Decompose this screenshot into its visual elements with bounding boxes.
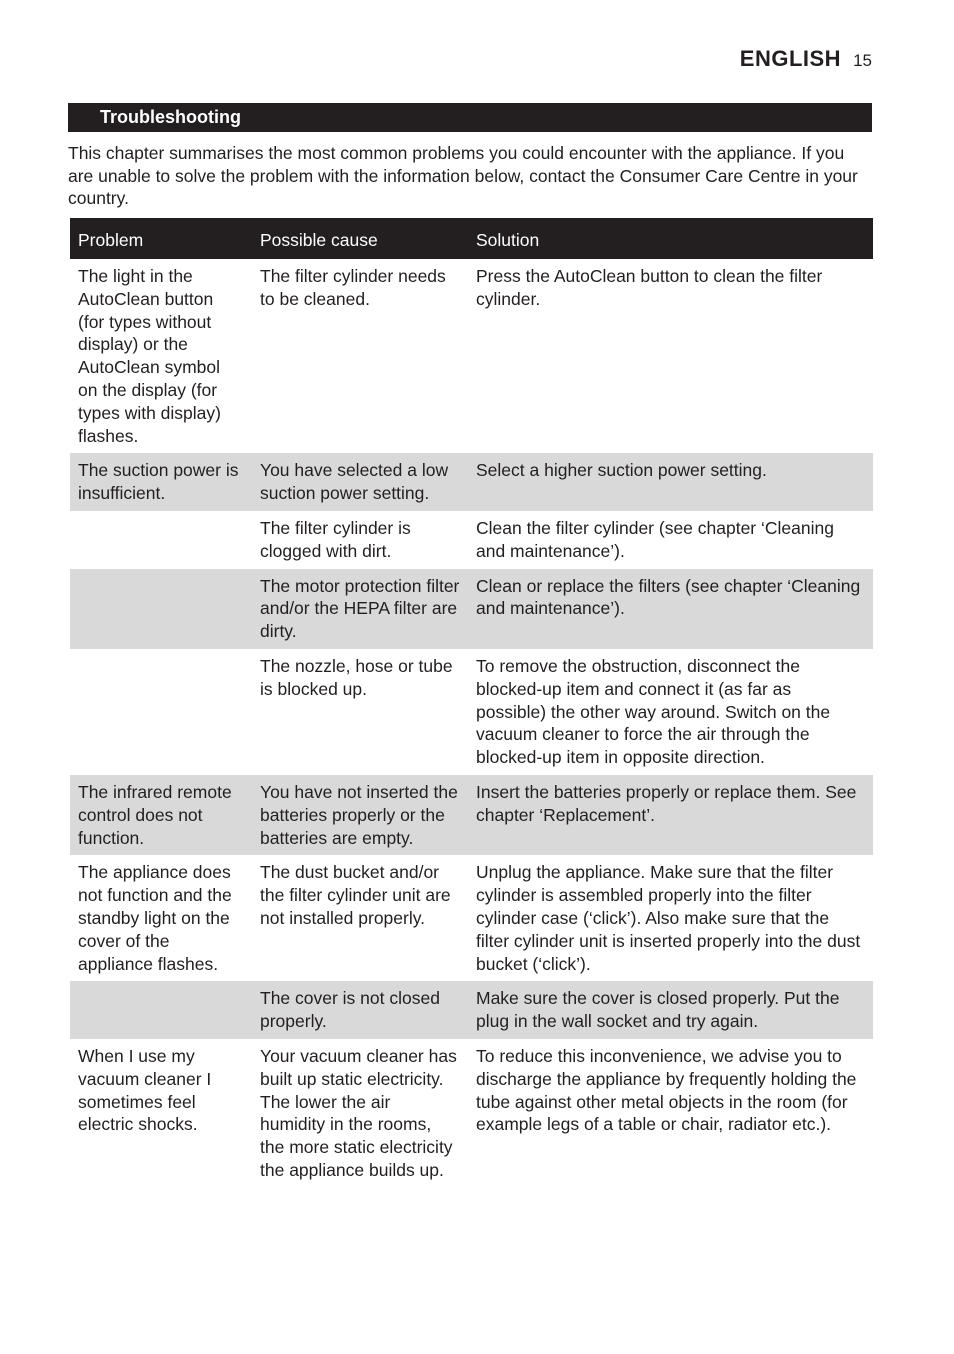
solution-cell: Select a higher suction power setting.	[468, 453, 873, 511]
table-row	[70, 649, 873, 775]
cause-cell: The filter cylinder is clogged with dirt.	[260, 517, 411, 561]
table-row	[70, 569, 873, 649]
problem-cell: The appliance does not function and the standby light on the cover of the appliance flashes.	[78, 862, 232, 974]
cause-cell: Your vacuum cleaner has built up static electricity. The lower the air humidity in the rooms, the more static electricity the appliance builds up.	[260, 1045, 457, 1180]
cause-cell: The filter cylinder needs to be cleaned.	[260, 266, 446, 309]
problem-cell	[70, 569, 252, 649]
cause-cell: The nozzle, hose or tube is blocked up.	[260, 655, 453, 699]
solution-cell: To remove the obstruction, disconnect the blocked-up item and connect it (as far as possible) the other way around. Switch on the vacuum cleaner to force the air through the blocked-up item in opposite direction.	[476, 655, 831, 768]
table-row	[70, 855, 873, 981]
cause-cell: You have not inserted the batteries properly or the batteries are empty.	[252, 775, 468, 855]
table-row	[70, 981, 873, 1039]
problem-cell: The infrared remote control does not function.	[70, 775, 252, 855]
column-header-cause: Possible cause	[252, 218, 468, 259]
solution-cell: Insert the batteries properly or replace them. See chapter ‘Replacement’.	[468, 775, 873, 855]
table-header-row	[70, 218, 873, 259]
problem-cell	[70, 511, 252, 569]
problem-cell: When I use my vacuum cleaner I sometimes feel electric shocks.	[78, 1045, 212, 1135]
problem-cell: The light in the AutoClean button (for types without display) or the AutoClean symbol on the display (for types with display) flashes.	[78, 266, 221, 446]
page-header	[740, 46, 872, 72]
solution-cell: Press the AutoClean button to clean the filter cylinder.	[476, 266, 823, 309]
troubleshooting-table	[70, 218, 873, 1188]
table-row	[70, 1039, 873, 1188]
section-heading-bar	[68, 103, 872, 132]
solution-cell: Clean or replace the filters (see chapter ‘Cleaning and maintenance’).	[468, 569, 873, 649]
section-title: Troubleshooting	[100, 107, 241, 127]
page-number: 15	[853, 51, 872, 70]
solution-cell: Clean the filter cylinder (see chapter ‘Cleaning and maintenance’).	[476, 517, 834, 561]
language-label: ENGLISH	[739, 46, 842, 71]
column-header-problem: Problem	[70, 218, 252, 259]
solution-cell: To reduce this inconvenience, we advise you to discharge the appliance by frequently holding the tube against other metal objects in the room (for example legs of a table or chair, radiator etc.).	[476, 1045, 857, 1135]
solution-cell: Unplug the appliance. Make sure that the filter cylinder is assembled properly into the filter cylinder case (‘click’). Also make sure that the filter cylinder unit is inserted properly into the dust bucket (‘click’).	[476, 862, 861, 974]
table-row	[70, 775, 873, 855]
problem-cell	[70, 649, 252, 775]
column-header-solution: Solution	[468, 218, 873, 259]
problem-cell: The suction power is insufficient.	[70, 453, 252, 511]
solution-cell: Make sure the cover is closed properly. Put the plug in the wall socket and try again.	[468, 981, 873, 1039]
table-row	[70, 511, 873, 569]
cause-cell: You have selected a low suction power setting.	[252, 453, 468, 511]
cause-cell: The dust bucket and/or the filter cylinder unit are not installed properly.	[260, 862, 451, 928]
cause-cell: The cover is not closed properly.	[252, 981, 468, 1039]
table-row	[70, 259, 873, 453]
cause-cell: The motor protection filter and/or the HEPA filter are dirty.	[252, 569, 468, 649]
intro-paragraph: This chapter summarises the most common problems you could encounter with the appliance. If you are unable to solve the problem with the information below, contact the Consumer Care Centre in your country.	[68, 143, 858, 208]
table-row	[70, 453, 873, 511]
problem-cell	[70, 981, 252, 1039]
